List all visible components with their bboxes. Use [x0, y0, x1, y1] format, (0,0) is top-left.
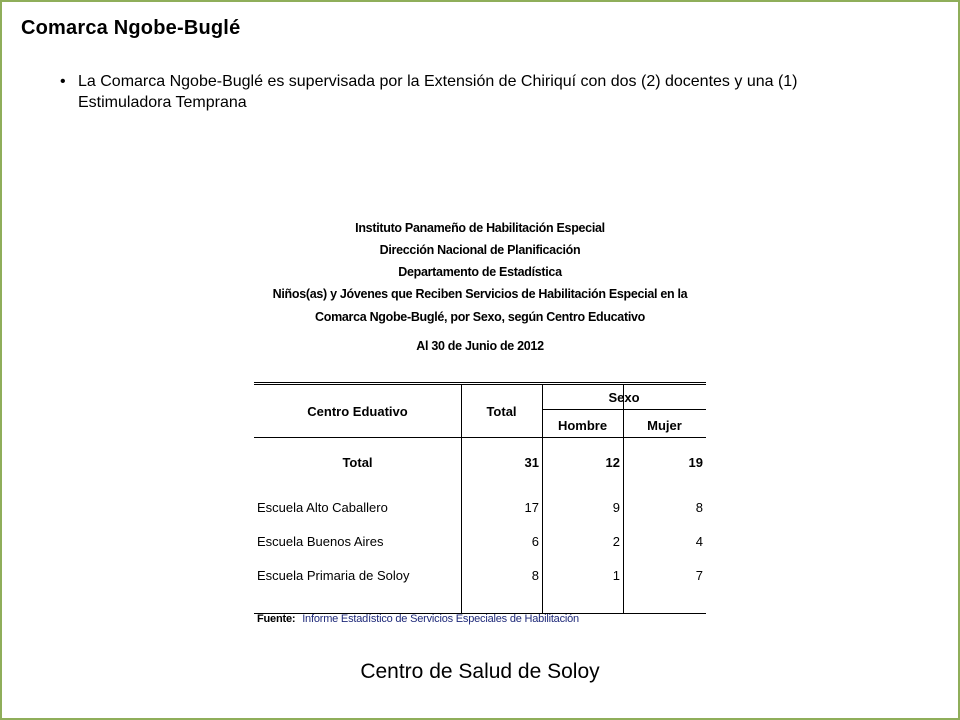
- bullet-dot-icon: •: [60, 73, 66, 90]
- table-row-total: 17: [524, 500, 539, 515]
- slide-title: Comarca Ngobe-Buglé: [21, 17, 241, 39]
- header-centro: Centro Eduativo: [307, 404, 408, 419]
- stats-table: [254, 382, 706, 614]
- table-subtitle-line2: Comarca Ngobe-Buglé, por Sexo, según Centro Educativo: [315, 310, 645, 324]
- table-row-total: 6: [531, 534, 539, 549]
- table-subtitle-line1: Niños(as) y Jóvenes que Reciben Servicios de Habilitación Especial en la: [272, 287, 688, 301]
- header-hombre: Hombre: [557, 418, 608, 433]
- source-label: Fuente:: [257, 613, 296, 625]
- total-row-mujer: 19: [688, 455, 703, 470]
- table-row-mujer: 4: [695, 534, 703, 549]
- total-row-label: Total: [342, 455, 373, 470]
- total-row-hombre: 12: [605, 455, 620, 470]
- table-row-hombre: 1: [612, 568, 620, 583]
- header-total: Total: [486, 404, 517, 419]
- table-source: [257, 613, 579, 625]
- sexo-divider: [542, 409, 706, 410]
- table-row-mujer: 7: [695, 568, 703, 583]
- table-row-centro: Escuela Primaria de Soloy: [257, 568, 410, 583]
- institute-name: Instituto Panameño de Habilitación Especial: [355, 221, 605, 235]
- table-row-total: 8: [531, 568, 539, 583]
- source-value: Informe Estadístico de Servicios Especiales de Habilitación: [302, 613, 579, 625]
- header-sexo: Sexo: [608, 390, 640, 405]
- slide-caption: Centro de Salud de Soloy: [360, 660, 600, 683]
- table-row-centro: Escuela Buenos Aires: [257, 534, 384, 549]
- table-row-centro: Escuela Alto Caballero: [257, 500, 388, 515]
- header-divider: [254, 437, 706, 438]
- department-name: Departamento de Estadística: [398, 265, 562, 279]
- total-row-total: 31: [524, 455, 539, 470]
- table-date: Al 30 de Junio de 2012: [416, 339, 544, 353]
- table-heading: [230, 217, 730, 357]
- directorate-name: Dirección Nacional de Planificación: [379, 243, 581, 257]
- table-row-hombre: 9: [612, 500, 620, 515]
- bullet-text: La Comarca Ngobe-Buglé es supervisada por la Extensión de Chiriquí con dos (2) docentes y una (1) Estimuladora Temprana: [78, 73, 798, 111]
- table-row-mujer: 8: [695, 500, 703, 515]
- table-row-hombre: 2: [612, 534, 620, 549]
- bullet-item: [60, 71, 880, 113]
- header-mujer: Mujer: [647, 418, 682, 433]
